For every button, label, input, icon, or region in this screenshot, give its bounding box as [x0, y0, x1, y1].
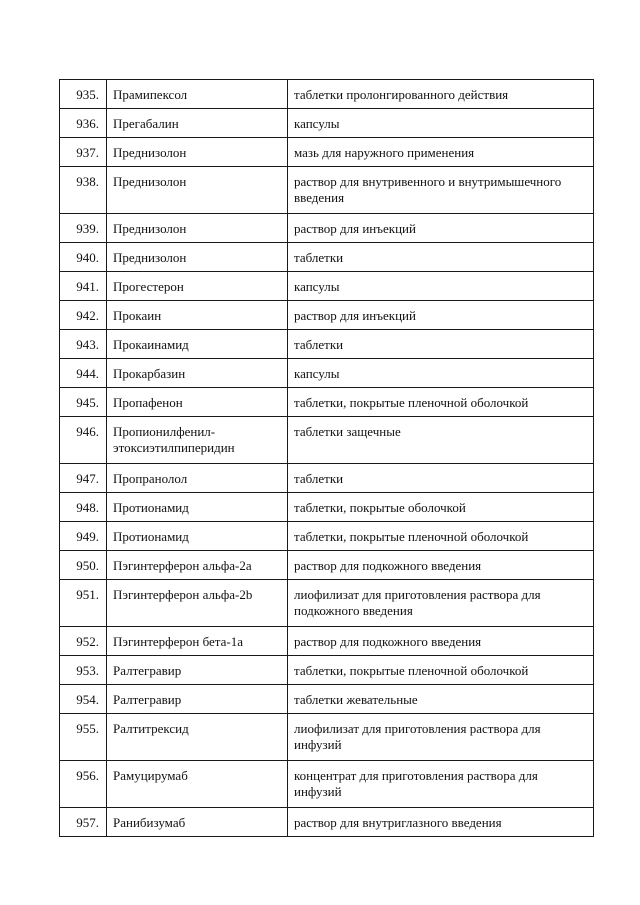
- table-row: [60, 272, 594, 301]
- dosage-form: таблетки, покрытые пленочной оболочкой: [288, 656, 594, 685]
- row-number: 947.: [60, 464, 107, 493]
- drug-name: Пропафенон: [107, 388, 288, 417]
- row-number: 950.: [60, 551, 107, 580]
- drug-name: Протионамид: [107, 493, 288, 522]
- table-row: [60, 138, 594, 167]
- dosage-form: таблетки: [288, 464, 594, 493]
- dosage-form: таблетки, покрытые пленочной оболочкой: [288, 388, 594, 417]
- row-number: 956.: [60, 761, 107, 808]
- dosage-form: капсулы: [288, 109, 594, 138]
- dosage-form: таблетки: [288, 330, 594, 359]
- dosage-form: концентрат для приготовления раствора для инфузий: [288, 761, 594, 808]
- table-row: [60, 656, 594, 685]
- table-row: [60, 761, 594, 808]
- row-number: 944.: [60, 359, 107, 388]
- drug-name: Прогестерон: [107, 272, 288, 301]
- table-row: [60, 685, 594, 714]
- dosage-form: таблетки, покрытые оболочкой: [288, 493, 594, 522]
- row-number: 937.: [60, 138, 107, 167]
- dosage-form: мазь для наружного применения: [288, 138, 594, 167]
- dosage-form: раствор для внутриглазного введения: [288, 808, 594, 837]
- dosage-form: таблетки жевательные: [288, 685, 594, 714]
- drug-name: Преднизолон: [107, 167, 288, 214]
- table-row: [60, 493, 594, 522]
- drug-name: Ралтитрексид: [107, 714, 288, 761]
- table-row: [60, 243, 594, 272]
- row-number: 955.: [60, 714, 107, 761]
- row-number: 936.: [60, 109, 107, 138]
- row-number: 940.: [60, 243, 107, 272]
- table-row: [60, 80, 594, 109]
- drug-name: Преднизолон: [107, 243, 288, 272]
- drug-name: Пропионилфенил-этоксиэтилпиперидин: [107, 417, 288, 464]
- row-number: 954.: [60, 685, 107, 714]
- row-number: 942.: [60, 301, 107, 330]
- table-row: [60, 522, 594, 551]
- drug-name: Ралтегравир: [107, 685, 288, 714]
- dosage-form: раствор для внутривенного и внутримышечного введения: [288, 167, 594, 214]
- dosage-form: раствор для подкожного введения: [288, 627, 594, 656]
- dosage-form: капсулы: [288, 272, 594, 301]
- drug-name: Пэгинтерферон альфа-2b: [107, 580, 288, 627]
- table-row: [60, 464, 594, 493]
- drug-name: Прегабалин: [107, 109, 288, 138]
- drug-name: Преднизолон: [107, 214, 288, 243]
- table-row: [60, 808, 594, 837]
- table-row: [60, 167, 594, 214]
- row-number: 957.: [60, 808, 107, 837]
- dosage-form: раствор для инъекций: [288, 214, 594, 243]
- table-row: [60, 301, 594, 330]
- row-number: 943.: [60, 330, 107, 359]
- row-number: 953.: [60, 656, 107, 685]
- table-row: [60, 580, 594, 627]
- dosage-form: таблетки, покрытые пленочной оболочкой: [288, 522, 594, 551]
- table-row: [60, 417, 594, 464]
- drug-name: Пропранолол: [107, 464, 288, 493]
- row-number: 948.: [60, 493, 107, 522]
- drug-table: [59, 79, 594, 837]
- drug-table-body: [60, 80, 594, 837]
- row-number: 945.: [60, 388, 107, 417]
- drug-name: Пэгинтерферон бета-1а: [107, 627, 288, 656]
- drug-name: Ранибизумаб: [107, 808, 288, 837]
- table-row: [60, 359, 594, 388]
- dosage-form: раствор для подкожного введения: [288, 551, 594, 580]
- dosage-form: таблетки: [288, 243, 594, 272]
- dosage-form: лиофилизат для приготовления раствора для инфузий: [288, 714, 594, 761]
- drug-name: Рамуцирумаб: [107, 761, 288, 808]
- table-row: [60, 330, 594, 359]
- row-number: 939.: [60, 214, 107, 243]
- row-number: 949.: [60, 522, 107, 551]
- dosage-form: лиофилизат для приготовления раствора для подкожного введения: [288, 580, 594, 627]
- row-number: 946.: [60, 417, 107, 464]
- dosage-form: капсулы: [288, 359, 594, 388]
- drug-name: Прокарбазин: [107, 359, 288, 388]
- row-number: 935.: [60, 80, 107, 109]
- table-row: [60, 109, 594, 138]
- drug-name: Протионамид: [107, 522, 288, 551]
- drug-name: Ралтегравир: [107, 656, 288, 685]
- row-number: 938.: [60, 167, 107, 214]
- drug-name: Прокаинамид: [107, 330, 288, 359]
- table-row: [60, 714, 594, 761]
- row-number: 952.: [60, 627, 107, 656]
- dosage-form: раствор для инъекций: [288, 301, 594, 330]
- dosage-form: таблетки пролонгированного действия: [288, 80, 594, 109]
- table-row: [60, 551, 594, 580]
- table-row: [60, 214, 594, 243]
- drug-name: Пэгинтерферон альфа-2а: [107, 551, 288, 580]
- table-row: [60, 627, 594, 656]
- table-row: [60, 388, 594, 417]
- drug-name: Преднизолон: [107, 138, 288, 167]
- drug-name: Прокаин: [107, 301, 288, 330]
- row-number: 951.: [60, 580, 107, 627]
- row-number: 941.: [60, 272, 107, 301]
- drug-name: Прамипексол: [107, 80, 288, 109]
- dosage-form: таблетки защечные: [288, 417, 594, 464]
